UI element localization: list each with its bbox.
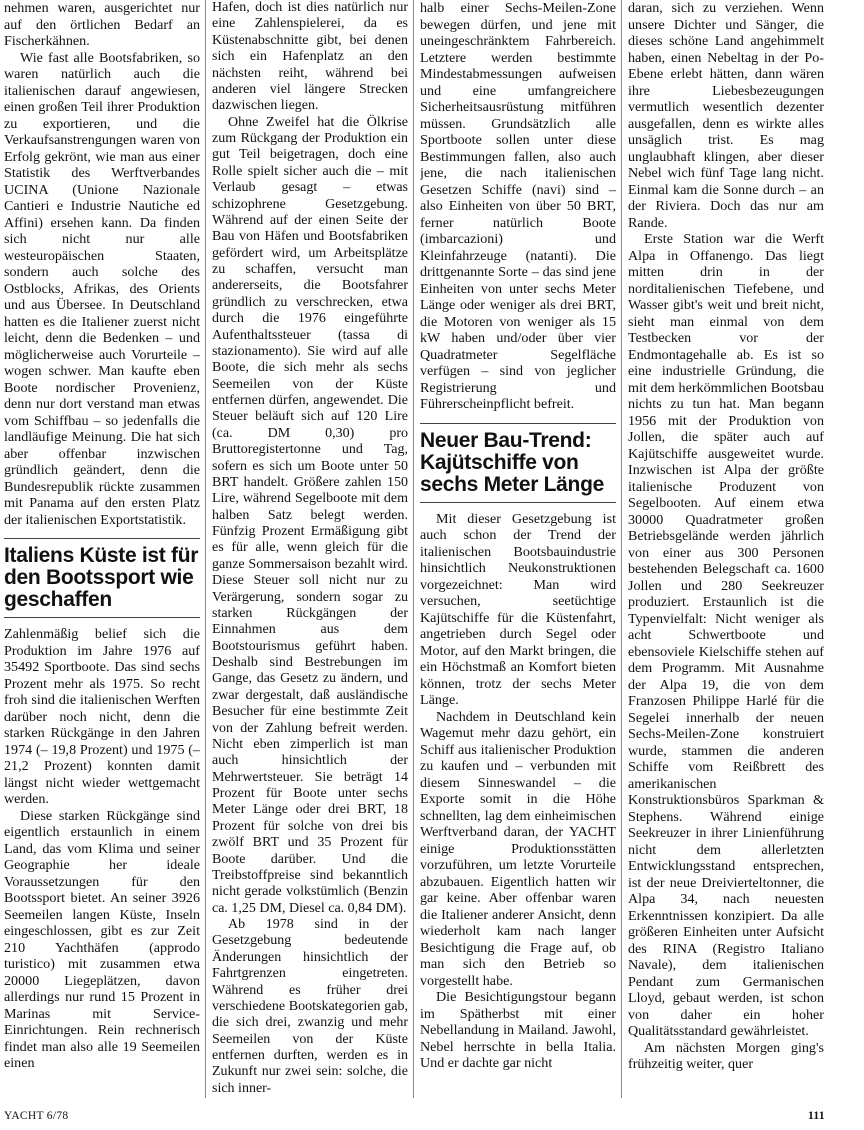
paragraph: Wie fast alle Bootsfabriken, so waren natürlich auch die italienischen darauf angewiesen, einen großen Teil ihrer Produktion zu exportieren, und die Verkaufsanstrengungen waren von Erfolg gekrönt, wie man aus einer Statistik des Werftverbandes UCINA (Unione Nazionale Cantieri e Industrie Nautiche ed Affini) ersehen kann. Da finden sich nicht nur alle westeuropäischen Staaten, sondern auch solche des Ostblocks, Afrikas, des Orients und aus Übersee. In Deutschland hatten es die Italiener zuerst nicht leicht, denn die Bedenken – und möglicherweise auch Vorurteile – wogen schwer. Man kaufte eben Boote nordischer Provenienz, denn nur dort verstand man etwas vom Schiffbau – so jedenfalls die landläufige Meinung. Die hat sich aber offenbar inzwischen gründlich geändert, denn die Bundesrepublik rückte zusammen mit Panama auf den ersten Platz der italienischen Exportstatistik. [4,49,200,528]
paragraph: halb einer Sechs-Meilen-Zone bewegen dürfen, und jene mit uneingeschränktem Fahrbereich. Letztere werden bestimmte Mindestabmessungen aufweisen und eine umfangreichere Sicherheitsausrüstung mitführen müssen. Grundsätzlich alle Sportboote sollen unter diese Bestimmungen fallen, also auch jene, die nach italienischen Gesetzen Schiffe (navi) sind – also Einheiten von über 50 BRT, ferner natürlich Boote (imbarcazioni) und Kleinfahrzeuge (natanti). Die drittgenannte Sorte – das sind jene Einheiten von unter sechs Meter Länge oder weniger als drei BRT, die Motoren von weniger als 15 kW haben und/oder über vier Quadratmeter Segelfläche verfügen – sind von jeglicher Registrierung und Führerscheinpflicht befreit. [420,0,616,412]
page-number: 111 [808,1110,825,1122]
footer-magazine-issue: YACHT 6/78 [4,1110,69,1122]
column-divider [205,0,206,1098]
paragraph: Am nächsten Morgen ging's frühzeitig weiter, quer [628,1039,824,1072]
heading-rule-top [420,423,616,424]
column-3 [420,0,616,1098]
paragraph: nehmen waren, ausgerichtet nur auf den örtlichen Bedarf an Fischerkähnen. [4,0,200,49]
paragraph: Die Besichtigungstour begann im Spätherbst mit einer Nebellandung in Mailand. Jawohl, Nebel herrschte in bella Italia. Und er dachte gar nicht [420,989,616,1071]
column-4 [628,0,824,1098]
column-1 [4,0,200,1098]
paragraph: Erste Station war die Werft Alpa in Offanengo. Das liegt mitten drin in der norditalienischen Tiefebene, und Wasser gibt's weit und breit nicht, sieht man einmal von dem Testbecken vor der Endmontagehalle ab. Es ist so eine industrielle Gründung, die mit dem herkömmlichen Bootsbau nichts zu tun hat. Man begann 1956 mit der Produktion von Jollen, die später auch auf Kajütschiffe ausgeweitet wurde. Inzwischen ist Alpa der größte italienische Produzent von Segelbooten. Auf einem etwa 30000 Quadratmeter großen Betriebsgelände werden jährlich von einer aus 300 Personen bestehenden Belegschaft ca. 1600 Jollen und 280 Seekreuzer produziert. Erstaunlich ist die Typenvielfalt: Nicht weniger als acht Schwertboote und ebensoviele Kielschiffe stehen auf dem Programm. Mit Ausnahme der Alpa 19, die von dem Franzosen Philippe Harlé für die Segelei innerhalb der neuen Sechs-Meilen-Zone konstruiert wurde, stammen die anderen Schiffe vom Reißbrett des amerikanischen Konstruktionsbüros Sparkman & Stephens. Während einige Seekreuzer in ihrer Linienführung nicht dem allerletzten Entwicklungsstand entsprechen, ist der neue Dreivierteltonner, die Alpa 34, nach neuesten Erkenntnissen konzipiert. Da alle größeren Einheiten unter Aufsicht des RINA (Registro Italiano Navale), dem italienischen Pendant zum Germanischen Lloyd, gebaut werden, ist schon von daher ein hoher Qualitätsstandard gewährleistet. [628,231,824,1039]
column-divider [413,0,414,1098]
section-heading: Neuer Bau-Trend: Kajütschiffe von sechs Meter Länge [420,428,604,496]
paragraph: Ab 1978 sind in der Gesetzgebung bedeutende Änderungen hinsichtlich der Fahrtgrenzen eingetreten. Während es früher drei verschiedene Bootskategorien gab, die sich drei, zwanzig und mehr Seemeilen von der Küste entfernen durften, werden es in Zukunft nur zwei sein: solche, die sich inner- [212,917,408,1096]
paragraph: daran, sich zu verziehen. Wenn unsere Dichter und Sänger, die dieses schöne Land angehimmelt haben, einen Nebeltag in der Po-Ebene erlebt hätten, dann wären ihre Liebesbezeugungen vermutlich wesentlich dezenter ausgefallen, denn es wirkte alles unsäglich trist. Es mag unglaubhaft klingen, aber dieser Nebel wich fünf Tage lang nicht. Einmal kam die Sonne durch – an der Riviera. Doch das nur am Rande. [628,0,824,231]
paragraph: Nachdem in Deutschland kein Wagemut mehr dazu gehört, ein Schiff aus italienischer Produktion zu kaufen und – verbunden mit diesem Sinneswandel – die Exporte somit in die Höhe schnellten, lag dem einheimischen Werftverband daran, der YACHT einige Produktionsstätten vorzuführen, um letzte Vorurteile abzubauen. Eigentlich hatten wir gar keine. Aber offenbar waren die Italiener anderer Ansicht, denn wiederholt kam nach langer Besichtigung die Frage auf, ob man sich den Betrieb so vorgestellt habe. [420,708,616,989]
paragraph: Zahlenmäßig belief sich die Produktion im Jahre 1976 auf 35492 Sportboote. Das sind sechs Prozent mehr als 1975. So recht froh sind die italienischen Werften darüber noch nicht, denn die starken Rückgänge in den Jahren 1974 (– 19,8 Prozent) und 1975 (– 21,2 Prozent) konnten damit längst nicht wieder wettgemacht werden. [4,626,200,807]
column-2 [212,0,408,1098]
paragraph: Mit dieser Gesetzgebung ist auch schon der Trend der italienischen Bootsbauindustrie hinsichtlich Neukonstruktionen vorgezeichnet: Man wird versuchen, seetüchtige Kajütschiffe für die Küstenfahrt, angetrieben durch Segel oder Motor, auf den Markt bringen, die ein Höchstmaß an Komfort bieten können, trotz der sechs Meter Länge. [420,510,616,708]
heading-rule-bottom [420,502,616,503]
heading-rule-top [4,538,200,539]
paragraph: Hafen, doch ist dies natürlich nur eine Zahlenspielerei, da es Küstenabschnitte gibt, bei denen sich ein Hafenplatz an den nächsten reiht, während bei anderen viel längere Strecken dazwischen liegen. [212,0,408,114]
section-heading: Italiens Küste ist für den Bootssport wie geschaffen [4,544,199,611]
paragraph: Diese starken Rückgänge sind eigentlich erstaunlich in einem Land, das vom Klima und seiner Geographie her ideale Voraussetzungen für den Bootssport bietet. An seiner 3926 Seemeilen langen Küste, Inseln eingeschlossen, gibt es zur Zeit 210 Yachthäfen (approdo turistico) mit zusammen etwa 20000 Liegeplätzen, davon allerdings nur rund 15 Prozent in Marinas mit Service-Einrichtungen. Rein rechnerisch findet man also alle 19 Seemeilen einen [4,807,200,1071]
column-divider [621,0,622,1098]
paragraph: Ohne Zweifel hat die Ölkrise zum Rückgang der Produktion ein gut Teil beigetragen, doch eine Rolle spielt sicher auch die – mit Verlaub gesagt – etwas schizophrene Gesetzgebung. Während auf der einen Seite der Bau von Häfen und Bootsfabriken gefördert wird, um Arbeitsplätze zu schaffen, versucht man andererseits, die Bootsfahrer gründlich zu verschrecken, etwa durch die 1976 eingeführte Aufenthaltssteuer (tassa di stazionamento). Sie wird auf alle Boote, die sich mehr als sechs Seemeilen von der Küste entfernen dürfen, angewendet. Die Steuer beläuft sich auf 120 Lire (ca. DM 0,30) pro Bruttoregistertonne und Tag, sofern es sich um Boote unter 50 BRT handelt. Größere zahlen 150 Lire, während Segelboote mit dem halben Satz belegt werden. Fünfzig Prozent Ermäßigung gibt es für alle, wenn gleich für die ganze Sommersaison bezahlt wird. Diese Steuer soll nicht nur zu Verärgerung, sondern sogar zu starken Rückgängen der Einnahmen aus dem Bootstourismus geführt haben. Deshalb sind Bestrebungen im Gange, das Gesetz zu ändern, und zwar dergestalt, daß ausländische Besucher für eine bestimmte Zeit von der Zahlung befreit werden. Nicht eben zimperlich ist man auch hinsichtlich der Mehrwertsteuer. Sie beträgt 14 Prozent für Boote unter sechs Meter Länge oder drei BRT, 18 Prozent für solche von drei bis zwölf BRT und 35 Prozent für Boote darüber. Und die Treibstoffpreise sind bekanntlich nicht gerade volkstümlich (Benzin ca. 1,25 DM, Diesel ca. 0,84 DM). [212,114,408,916]
heading-rule-bottom [4,617,200,618]
